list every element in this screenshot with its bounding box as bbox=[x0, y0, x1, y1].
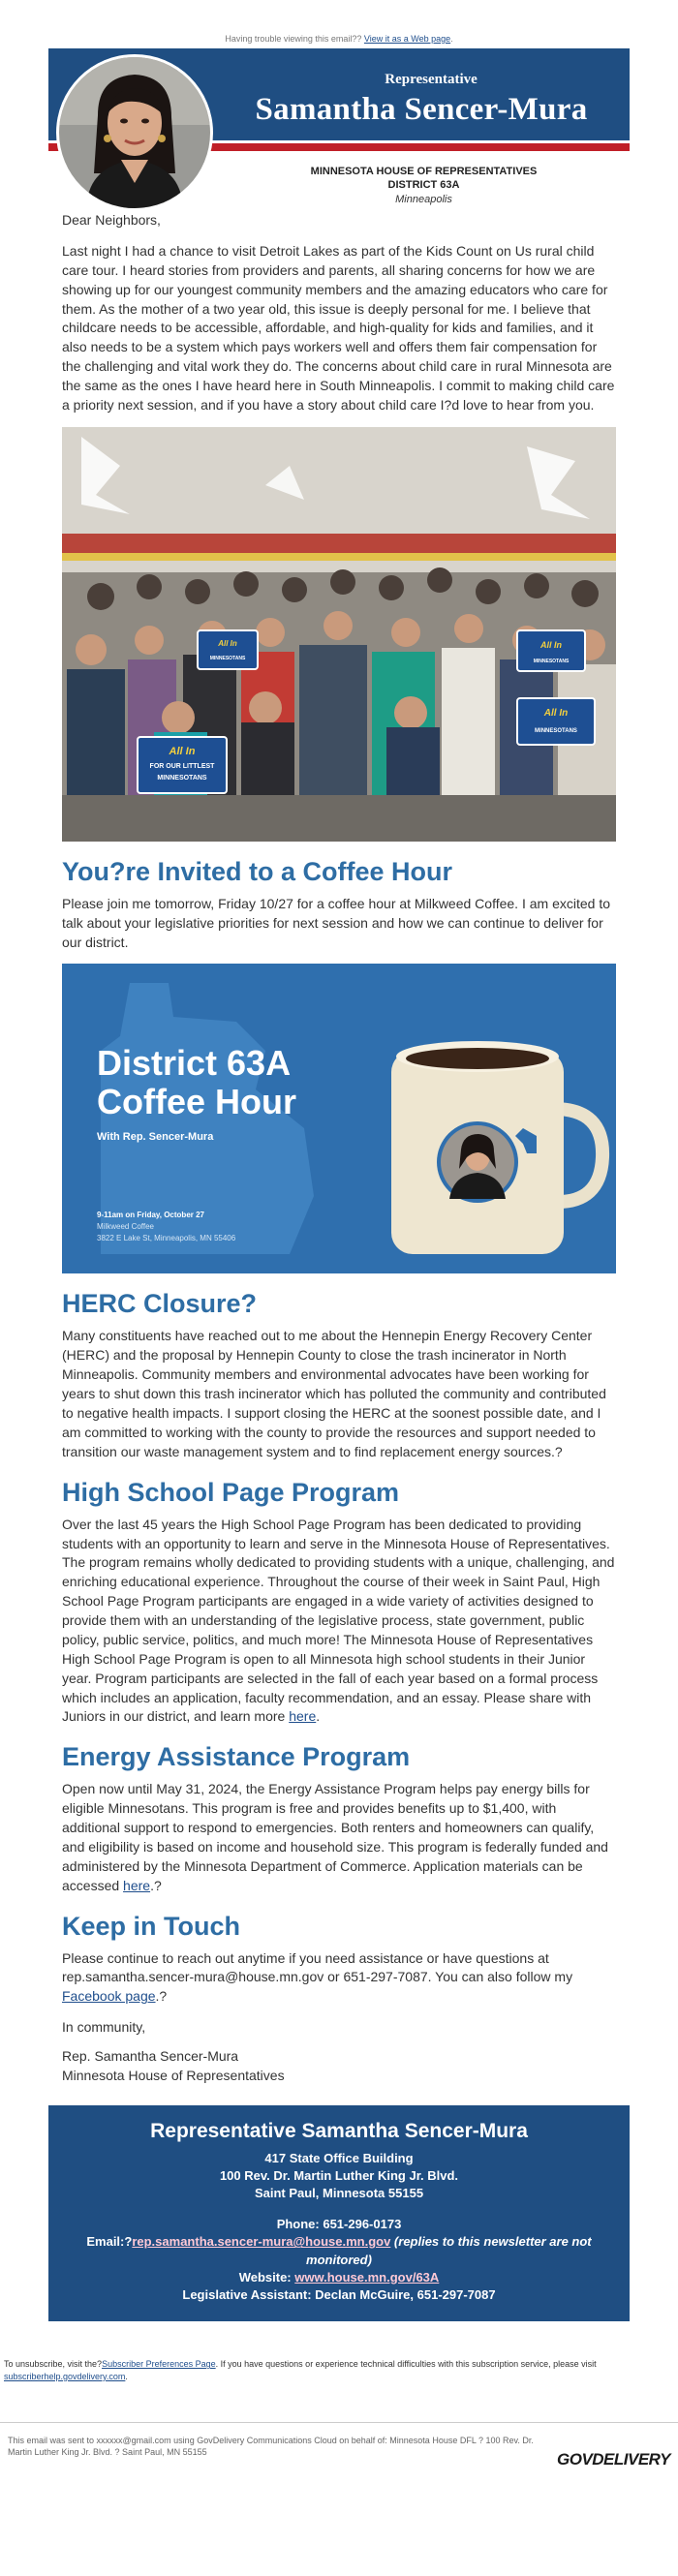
newsletter-body bbox=[48, 211, 630, 2086]
intro-paragraph: Last night I had a chance to visit Detroit Lakes as part of the Kids Count on Us rural child care tour. I heard stories from providers and parents, all sharing concerns for how we are showing up for our youngest community members and the amazing educators who care for them. As the mother of a two year old, this issue is deeply personal for me. I believe that childcare needs to be accessible, affordable, and high-quality for kids and families, and it also needs to be a system which pays workers well and offers them fair compensation for the challenging and vital work they do. The concerns about child care in rural Minnesota are the same as the ones I have heard here in South Minneapolis. I commit to making child care a priority next session, and if you have a story about child care I?d love to hear from you. bbox=[62, 242, 615, 413]
subscriber-preferences-link[interactable]: Subscriber Preferences Page bbox=[102, 2359, 216, 2370]
child-care-tour-photo bbox=[62, 427, 616, 842]
page-program-heading: High School Page Program bbox=[62, 1477, 400, 1507]
office-district: DISTRICT 63A bbox=[387, 179, 460, 192]
sign-text-2: FOR OUR LITTLEST bbox=[149, 762, 215, 770]
coffee-hour-heading: You?re Invited to a Coffee Hour bbox=[62, 856, 453, 886]
footer-assistant: Legislative Assistant: Declan McGuire, 651-297-7087 bbox=[182, 2286, 496, 2302]
photo-sign-right bbox=[517, 698, 595, 745]
keep-in-touch-suffix: .? bbox=[155, 1988, 168, 2005]
herc-paragraph: Many constituents have reached out to me about the Hennepin Energy Recovery Center (HERC) and the proposal by Hennepin County to close the trash incinerator in North Minneapolis. Community members and environmental advocates have been working for years to shut down this trash incinerator which has polluted the community and contributed to negative health impacts. I support closing the HERC at the soonest possible date, and I am committed to working with the county to provide the resources and support needed to transition our waste management system and to find replacement energy sources.? bbox=[62, 1328, 606, 1459]
energy-link[interactable]: here bbox=[123, 1877, 151, 1893]
greeting: Dear Neighbors, bbox=[62, 212, 161, 228]
page-program-paragraph bbox=[62, 1516, 616, 1728]
sign-far-right-text-1: All In bbox=[540, 639, 562, 650]
facebook-page-link[interactable]: Facebook page bbox=[62, 1988, 156, 2005]
office-house: MINNESOTA HOUSE OF REPRESENTATIVES bbox=[310, 166, 538, 177]
footer-name: Representative Samantha Sencer-Mura bbox=[150, 2119, 528, 2142]
footer-email-link[interactable]: rep.samantha.sencer-mura@house.mn.gov bbox=[132, 2234, 391, 2250]
flyer-title-1: District 63A bbox=[97, 1043, 292, 1084]
page-program-suffix: . bbox=[316, 1708, 321, 1725]
coffee-hour-flyer bbox=[62, 964, 616, 1273]
contact-footer bbox=[48, 2105, 630, 2321]
signature bbox=[62, 2018, 616, 2086]
footer-phone: Phone: 651-296-0173 bbox=[276, 2217, 402, 2232]
flyer-place: Milkweed Coffee bbox=[97, 1222, 154, 1232]
flyer-title-2: Coffee Hour bbox=[97, 1082, 296, 1122]
banner-name: Samantha Sencer-Mura bbox=[255, 92, 588, 127]
preheader-suffix: . bbox=[450, 34, 453, 44]
photo-sign-center bbox=[198, 630, 258, 669]
page-program-text: Over the last 45 years the High School Page Program has been dedicated to providing students with an opportunity to learn and serve in the Minnesota House of Representatives. The program remains wholly dedicated to providing students with a unique, challenging, and enriching educational experience. Throughout the course of their week in Saint Paul, High School Page Program participants are engaged in a wide variety of activities designed to provide them with an understanding of the legislative process, state government, public policy, public service, politics, and much more! The Minnesota House of Representatives High School Page Program is open to all Minnesota high school students in their Junior year. Program participants are selected in the fall of each year based on a formal process which includes an application, faculty recommendation, and an essay. Please share with Juniors in our district, and learn more bbox=[62, 1516, 615, 1725]
unsub-prefix: To unsubscribe, visit the? bbox=[4, 2359, 103, 2370]
preheader bbox=[0, 0, 678, 48]
subscriber-help-link[interactable]: subscriberhelp.govdelivery.com bbox=[4, 2371, 126, 2381]
keep-in-touch-heading: Keep in Touch bbox=[62, 1911, 241, 1941]
unsub-middle: . If you have questions or experience technical difficulties with this subscription service, please visit bbox=[215, 2359, 597, 2370]
photo-sign-far-right bbox=[517, 630, 585, 671]
energy-paragraph bbox=[62, 1780, 616, 1895]
footer-address-3: Saint Paul, Minnesota 55155 bbox=[254, 2186, 424, 2201]
footer-website-link[interactable]: www.house.mn.gov/63A bbox=[294, 2269, 440, 2285]
sign-right-text-1: All In bbox=[543, 707, 569, 719]
sign-center-text-1: All In bbox=[218, 638, 237, 648]
coffee-hour-paragraph: Please join me tomorrow, Friday 10/27 for a coffee hour at Milkweed Coffee. I am excited to talk about your legislative priorities for next session and how we can continue to deliver for our district. bbox=[62, 895, 610, 950]
signature-name: Rep. Samantha Sencer-Mura bbox=[62, 2048, 239, 2065]
representative-portrait bbox=[56, 54, 213, 211]
banner-rep-label: Representative bbox=[385, 72, 478, 87]
signature-title: Minnesota House of Representatives bbox=[62, 2067, 285, 2083]
govdelivery-footer bbox=[0, 2422, 678, 2509]
sign-text-3: MINNESOTANS bbox=[157, 774, 207, 782]
footer-website-line bbox=[68, 2269, 610, 2286]
office-city: Minneapolis bbox=[395, 193, 452, 205]
flyer-address: 3822 E Lake St, Minneapolis, MN 55406 bbox=[97, 1234, 236, 1243]
keep-in-touch-paragraph bbox=[62, 1949, 616, 2008]
preheader-text: Having trouble viewing this email?? bbox=[225, 34, 364, 44]
newsletter-container bbox=[48, 48, 630, 2321]
view-web-page-link[interactable]: View it as a Web page bbox=[363, 34, 451, 44]
flyer-subtitle: With Rep. Sencer-Mura bbox=[97, 1131, 214, 1144]
footer-website-label: Website: bbox=[238, 2269, 295, 2285]
sign-far-right-text-3: MINNESOTANS bbox=[533, 658, 570, 664]
energy-suffix: .? bbox=[150, 1877, 162, 1893]
flyer-time: 9-11am on Friday, October 27 bbox=[97, 1211, 205, 1220]
sent-to-text: This email was sent to xxxxxx@gmail.com using GovDelivery Communications Cloud on behalf of: Minnesota House DFL ? 100 Rev. Dr. Martin Luther King Jr. Blvd. ? Saint Paul, MN 55155 bbox=[8, 2436, 534, 2458]
footer-email-label: Email:? bbox=[86, 2234, 133, 2250]
energy-text: Open now until May 31, 2024, the Energy Assistance Program helps pay energy bills for eligible Minnesotans. This program is free and provides benefits up to $1,400, with additional support to respond to emergencies. Both renters and homeowners can qualify, and eligibility is based on income and household size. This program is federally funded and administered by the Minnesota Department of Commerce. Application materials can be accessed bbox=[62, 1781, 608, 1893]
portrait-image bbox=[59, 57, 210, 208]
footer-email-line bbox=[68, 2233, 610, 2268]
sign-text-1: All In bbox=[169, 745, 196, 757]
herc-heading: HERC Closure? bbox=[62, 1289, 258, 1319]
closing: In community, bbox=[62, 2019, 146, 2036]
footer-email-note: (replies to this newsletter are not monitored) bbox=[306, 2234, 592, 2267]
photo-sign-left bbox=[138, 737, 227, 793]
footer-address-1: 417 State Office Building bbox=[264, 2150, 414, 2165]
energy-heading: Energy Assistance Program bbox=[62, 1742, 411, 1772]
unsubscribe-notice bbox=[0, 2321, 678, 2422]
unsub-suffix: . bbox=[125, 2371, 128, 2381]
keep-in-touch-text: Please continue to reach out anytime if you need assistance or have questions at rep.samantha.sencer-mura@house.mn.gov or 651-297-7087. You can also follow my bbox=[62, 1949, 573, 1985]
footer-address-2: 100 Rev. Dr. Martin Luther King Jr. Blvd. bbox=[219, 2167, 459, 2183]
page-program-link[interactable]: here bbox=[289, 1708, 317, 1725]
govdelivery-logo[interactable]: GOVDELIVERY bbox=[557, 2450, 670, 2469]
sign-right-text-3: MINNESOTANS bbox=[535, 727, 577, 734]
sign-center-text-3: MINNESOTANS bbox=[209, 655, 246, 661]
